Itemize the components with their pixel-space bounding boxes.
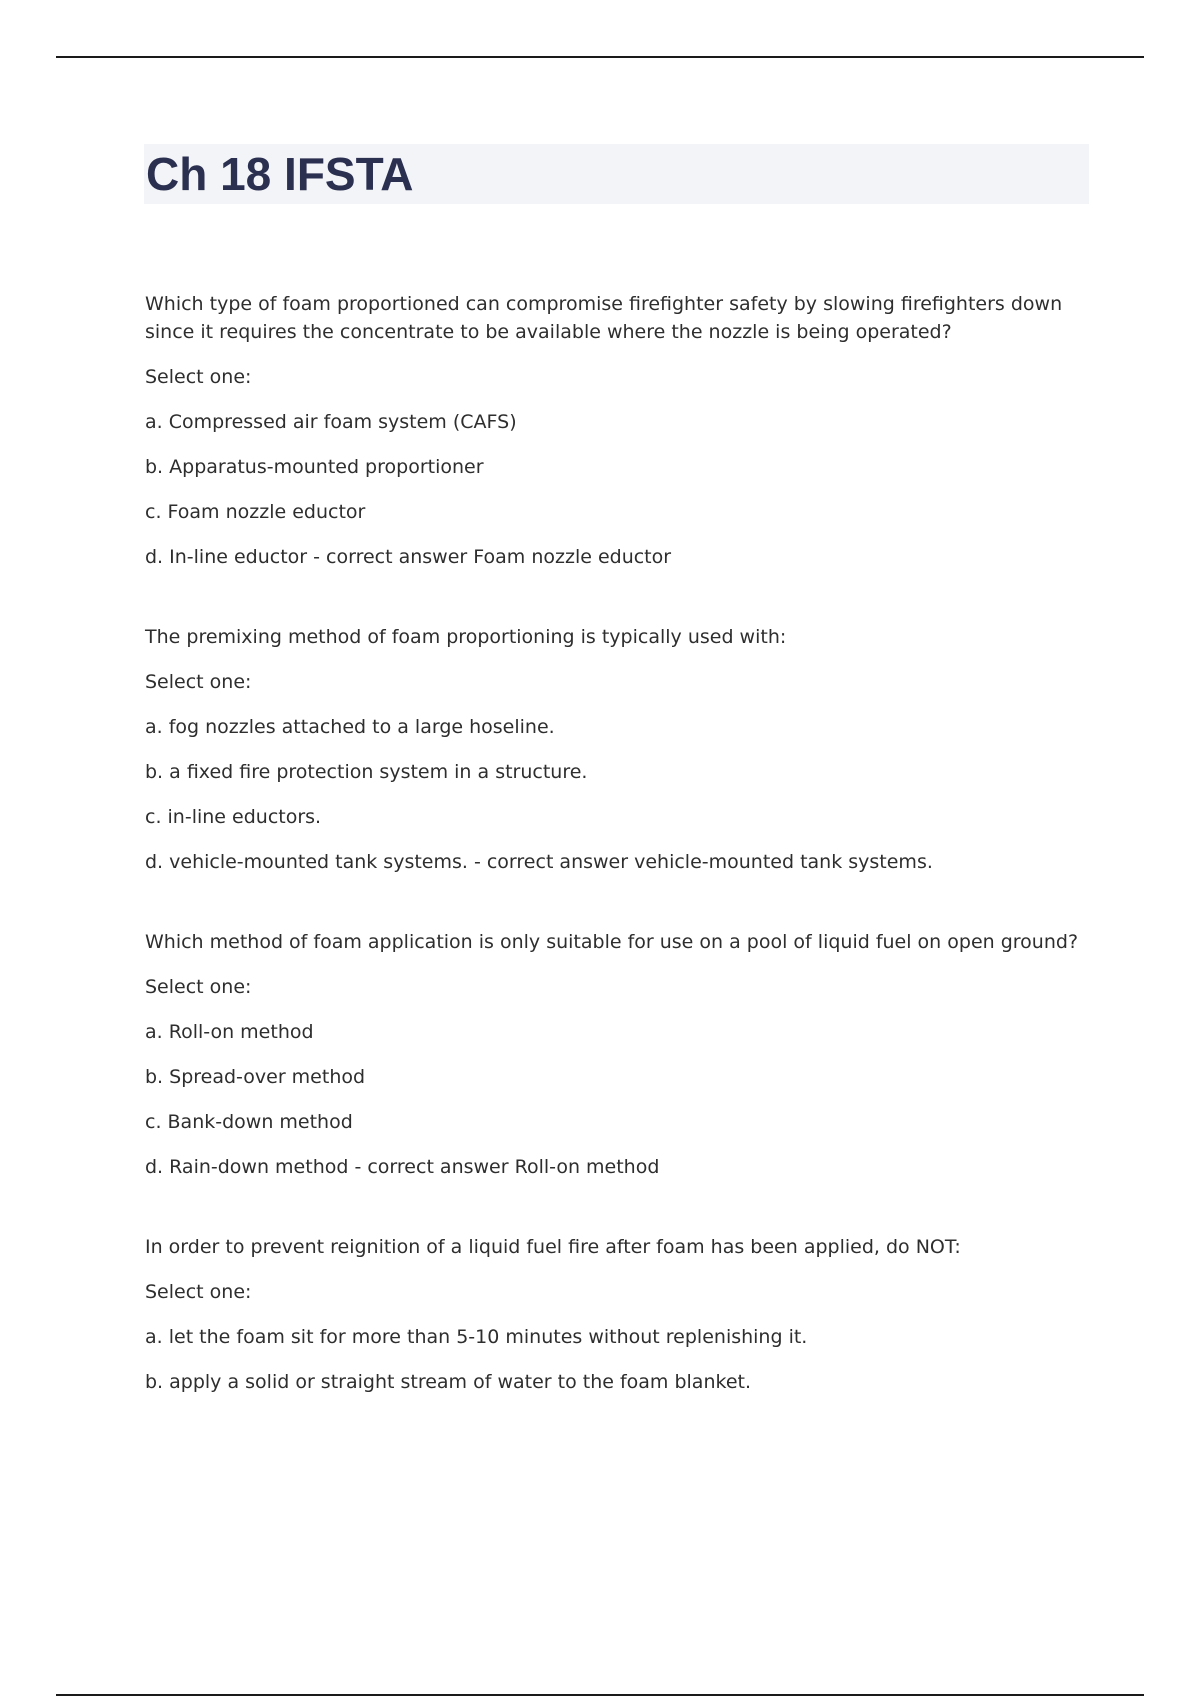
- option-a: a. let the foam sit for more than 5-10 minutes without replenishing it.: [145, 1326, 808, 1348]
- question-text: The premixing method of foam proportioning is typically used with:: [145, 626, 787, 648]
- option-b: b. Spread-over method: [145, 1066, 366, 1088]
- option-c: c. in-line eductors.: [145, 806, 322, 828]
- top-rule: [56, 56, 1144, 58]
- question-list: [145, 290, 1090, 1414]
- option-c: c. Foam nozzle eductor: [145, 501, 366, 523]
- bottom-rule: [56, 1694, 1144, 1696]
- question-1: [145, 290, 1090, 571]
- option-d: d. In-line eductor - correct answer Foam nozzle eductor: [145, 546, 672, 568]
- question-2: [145, 623, 1090, 876]
- option-a: a. fog nozzles attached to a large hoseline.: [145, 716, 555, 738]
- question-text: Which type of foam proportioned can compromise firefighter safety by slowing firefighters down since it requires the concentrate to be available where the nozzle is being operated?: [145, 293, 1063, 343]
- page-title: Ch 18 IFSTA: [146, 148, 414, 200]
- option-a: a. Roll-on method: [145, 1021, 314, 1043]
- question-text: In order to prevent reignition of a liquid fuel fire after foam has been applied, do NOT:: [145, 1236, 961, 1258]
- question-4: [145, 1233, 1090, 1396]
- answer-options: [145, 714, 1090, 876]
- answer-options: [145, 1019, 1090, 1181]
- option-c: c. Bank-down method: [145, 1111, 353, 1133]
- option-d: d. vehicle-mounted tank systems. - correct answer vehicle-mounted tank systems.: [145, 851, 933, 873]
- option-b: b. Apparatus-mounted proportioner: [145, 456, 484, 478]
- answer-options: [145, 409, 1090, 571]
- select-one-prompt: Select one:: [145, 1281, 252, 1303]
- option-b: b. apply a solid or straight stream of water to the foam blanket.: [145, 1371, 751, 1393]
- select-one-prompt: Select one:: [145, 976, 252, 998]
- option-b: b. a fixed fire protection system in a structure.: [145, 761, 588, 783]
- select-one-prompt: Select one:: [145, 671, 252, 693]
- option-d: d. Rain-down method - correct answer Roll-on method: [145, 1156, 660, 1178]
- answer-options: [145, 1324, 1090, 1396]
- question-3: [145, 928, 1090, 1181]
- select-one-prompt: Select one:: [145, 366, 252, 388]
- option-a: a. Compressed air foam system (CAFS): [145, 411, 517, 433]
- question-text: Which method of foam application is only suitable for use on a pool of liquid fuel on open ground?: [145, 931, 1079, 953]
